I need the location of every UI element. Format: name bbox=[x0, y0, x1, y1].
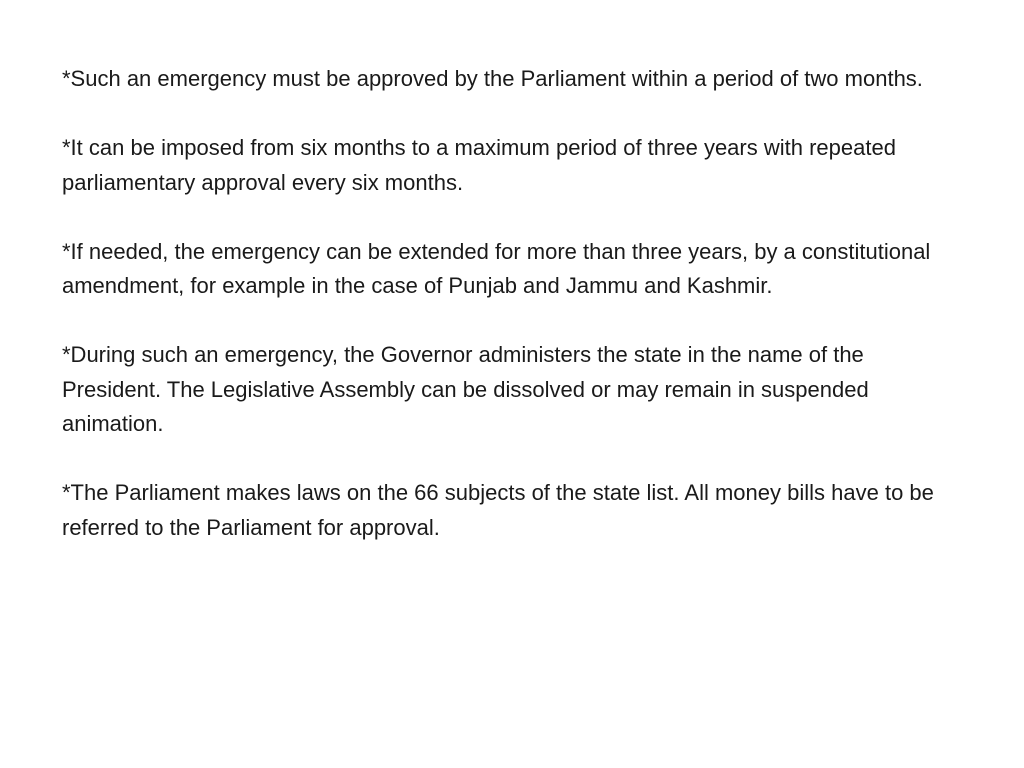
paragraph-governor: *During such an emergency, the Governor administers the state in the name of the President. The Legislative Assembly can be dissolved or may remain in suspended animation. bbox=[62, 342, 869, 436]
paragraph-extension: *If needed, the emergency can be extended for more than three years, by a constitutional amendment, for example in the case of Punjab and Jammu and Kashmir. bbox=[62, 238, 931, 298]
paragraph-approval: *Such an emergency must be approved by the Parliament within a period of two months. bbox=[62, 66, 923, 91]
slide-body bbox=[62, 62, 962, 580]
paragraph-duration: *It can be imposed from six months to a maximum period of three years with repeated parliamentary approval every six months. bbox=[62, 135, 896, 195]
paragraph-parliament-laws: *The Parliament makes laws on the 66 subjects of the state list. All money bills have to be referred to the Parliament for approval. bbox=[62, 480, 934, 540]
